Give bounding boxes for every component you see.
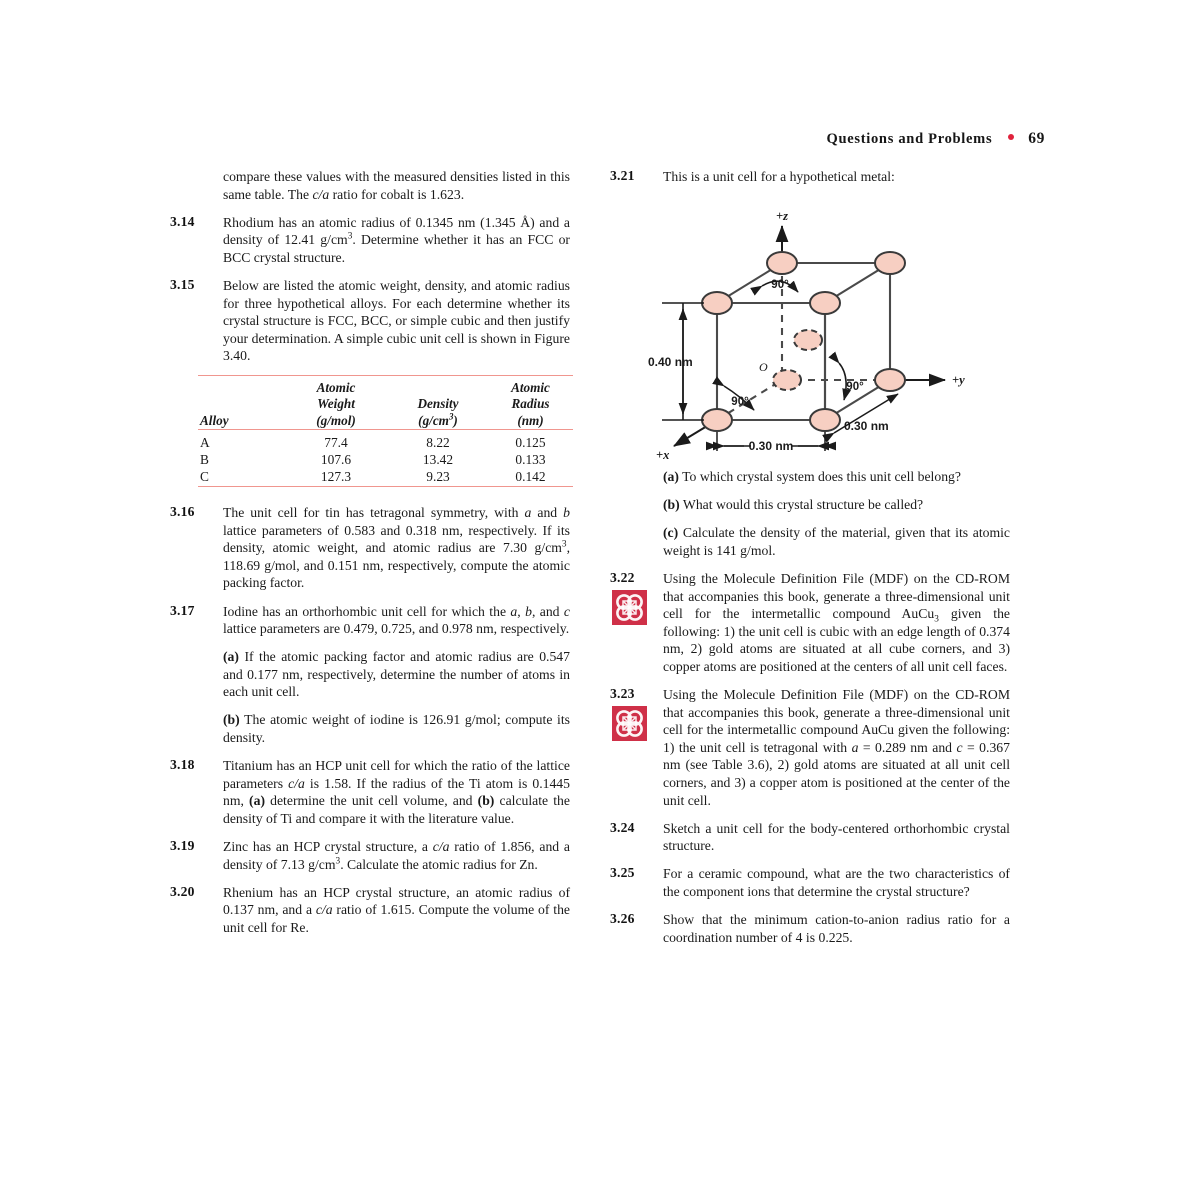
problem-item-3-16 — [170, 504, 570, 592]
table-row — [198, 434, 573, 451]
cell-weight: 107.6 — [320, 452, 352, 468]
axis-label-y: +y — [952, 373, 965, 387]
problem-text: compare these values with the measured densities listed in this same table. The c/a ratio for cobalt is 1.623. — [223, 169, 570, 202]
problem-item-3-24 — [610, 820, 1010, 855]
cell-density: 8.22 — [426, 434, 450, 450]
problem-item-3-20 — [170, 884, 570, 937]
problem-number: 3.17 — [170, 602, 195, 618]
problem-item-3-15 — [170, 277, 570, 365]
problem-item-3-26 — [610, 911, 1010, 946]
table-row — [198, 451, 573, 468]
table-header-atomic-weight: Atomic Weight (g/mol) — [316, 379, 356, 428]
problem-number: 3.18 — [170, 757, 195, 773]
atom — [702, 292, 732, 314]
problem-item-3-25 — [610, 865, 1010, 900]
atom-interior — [794, 330, 822, 350]
angle-label: 90° — [771, 279, 789, 291]
dimension-depth: 0.30 nm — [844, 419, 889, 433]
problem-item-3-14 — [170, 214, 570, 267]
problem-text: The unit cell for tin has tetragonal symmetry, with a and b lattice parameters of 0.583 and 0.318 nm, respectively. If its density, atomic weight, and atomic radius are 7.30 $g/cm^3$, 118.69 g/mol, and 0.151 nm, respectively, compute the atomic packing factor. — [223, 505, 570, 591]
problem-item-3-21a — [610, 468, 1010, 486]
dimension-width: 0.30 nm — [748, 439, 794, 453]
problem-text: Iodine has an orthorhombic unit cell for which the a, b, and c lattice parameters are 0.479, 0.725, and 0.978 nm, respectively. — [223, 603, 570, 637]
problem-item-3-17 — [170, 603, 570, 638]
problem-text: Titanium has an HCP unit cell for which the ratio of the lattice parameters c/a is 1.58. If the radius of the Ti atom is 0.1445 nm, (a) determine the unit cell volume, and (b) calculate the density of Ti and compare it with the literature value. — [223, 758, 570, 826]
cell-alloy: A — [200, 434, 210, 450]
problem-item-3-17b — [170, 711, 570, 746]
problem-text: Rhenium has an HCP crystal structure, an atomic radius of 0.137 nm, and a c/a ratio of 1.615. Compute the volume of the unit cell for Re. — [223, 884, 570, 935]
angle-label: 90° — [846, 381, 864, 393]
problem-text: Sketch a unit cell for the body-centered orthorhombic crystal structure. — [663, 820, 1010, 854]
problem-number: 3.20 — [170, 883, 195, 899]
problem-text: (b) What would this crystal structure be called? — [663, 497, 924, 513]
table-header-atomic-radius: Atomic Radius (nm) — [511, 379, 550, 428]
running-head-title: Questions and Problems — [826, 131, 993, 147]
axis-label-x: +x — [656, 448, 670, 462]
problem-item-3-18 — [170, 757, 570, 827]
atom — [767, 252, 797, 274]
atom — [810, 292, 840, 314]
page-number: 69 — [1028, 130, 1045, 147]
problem-item-3-22 — [610, 570, 1010, 676]
origin-label: O — [759, 360, 768, 374]
problem-number: 3.25 — [610, 865, 635, 881]
problem-text: (a) To which crystal system does this unit cell belong? — [663, 469, 961, 485]
problem-number: 3.24 — [610, 819, 635, 835]
unit-cell-diagram — [612, 208, 1062, 470]
cell-radius: 0.142 — [515, 469, 546, 485]
running-head — [600, 130, 1045, 148]
problem-number: 3.15 — [170, 276, 195, 292]
problem-text: (c) Calculate the density of the material, given that its atomic weight is 141 g/mol. — [663, 525, 1010, 558]
atom — [810, 409, 840, 431]
problem-item-3-21b — [610, 496, 1010, 514]
left-column — [170, 168, 570, 947]
problem-text: For a ceramic compound, what are the two characteristics of the component ions that determine the crystal structure? — [663, 866, 1010, 899]
problem-text: Show that the minimum cation-to-anion radius ratio for a coordination number of 4 is 0.225. — [663, 912, 1010, 945]
cell-radius: 0.133 — [515, 452, 546, 468]
problem-text: (a) If the atomic packing factor and atomic radius are 0.547 and 0.177 nm, respectively, determine the number of atoms in each unit cell. — [223, 649, 570, 700]
dot-bullet-icon — [1008, 134, 1014, 140]
problem-number: 3.23 — [610, 686, 635, 702]
problem-number: 3.21 — [610, 168, 635, 183]
problem-number: 3.26 — [610, 911, 635, 927]
problem-item-3-21 — [610, 168, 1010, 186]
table-header-alloy: Alloy — [200, 412, 229, 428]
problem-text: Using the Molecule Definition File (MDF) on the CD-ROM that accompanies this book, generate a three-dimensional unit cell for the intermetallic compound AuCu given the following: 1) the unit cell is tetragonal with a = 0.289 nm and c = 0.367 nm (see Table 3.6), 2) gold atoms are situated at all unit cell corners, and 3) a copper atom is positioned at the center of the unit cell. — [663, 687, 1010, 808]
problem-text: (b) The atomic weight of iodine is 126.91 g/mol; compute its density. — [223, 712, 570, 746]
cell-density: 13.42 — [422, 452, 454, 468]
problem-text: Below are listed the atomic weight, density, and atomic radius for three hypothetical alloys. For each determine whether its crystal structure is FCC, BCC, or simple cubic and then justify your determination. A simple cubic unit cell is shown in Figure 3.40. — [223, 277, 570, 364]
atom — [702, 409, 732, 431]
problem-text: Rhodium has an atomic radius of 0.1345 nm (1.345 Å) and a density of 12.41 $g/cm^3$. Determine whether it has an FCC or BCC crystal structure. — [223, 214, 570, 265]
problem-item-3-19 — [170, 838, 570, 873]
problem-text: Zinc has an HCP crystal structure, a c/a ratio of 1.856, and a density of 7.13 $g/cm^3$. Calculate the atomic radius for Zn. — [223, 839, 570, 872]
cdrom-molecule-icon — [612, 590, 647, 625]
table-row — [198, 468, 573, 486]
problem-number: 3.19 — [170, 838, 195, 854]
angle-label: 90° — [731, 396, 749, 408]
problem-item — [170, 168, 570, 203]
cell-alloy: B — [200, 452, 209, 468]
cell-radius: 0.125 — [515, 434, 546, 450]
problem-item-3-21c — [610, 524, 1010, 559]
problem-text: Using the Molecule Definition File (MDF) on the CD-ROM that accompanies this book, generate a three-dimensional unit cell for the intermetallic compound AuCu$_3$ given the following: 1) the unit cell is cubic with an edge length of 0.374 nm, 2) gold atoms are situated at all cube corners, and 3) copper atoms are positioned at the centers of all unit cell faces. — [663, 570, 1010, 674]
alloy-table — [198, 375, 573, 490]
cell-alloy: C — [200, 469, 209, 485]
atom — [875, 252, 905, 274]
cdrom-molecule-icon — [612, 706, 647, 741]
dimension-height: 0.40 nm — [648, 355, 693, 369]
problem-item-3-17a — [170, 648, 570, 701]
table-header-density: Density $(g/cm^3)$ — [417, 396, 459, 428]
atom-interior — [773, 370, 801, 390]
problem-number: 3.22 — [610, 569, 635, 585]
problem-item-3-23 — [610, 686, 1010, 809]
cell-density: 9.23 — [426, 469, 450, 485]
axis-label-z: +z — [776, 209, 788, 223]
atom — [875, 369, 905, 391]
problem-number: 3.14 — [170, 213, 195, 229]
problem-number: 3.16 — [170, 504, 195, 520]
cell-weight: 77.4 — [324, 434, 348, 450]
problem-text: This is a unit cell for a hypothetical metal: — [663, 169, 895, 184]
cell-weight: 127.3 — [320, 469, 352, 485]
